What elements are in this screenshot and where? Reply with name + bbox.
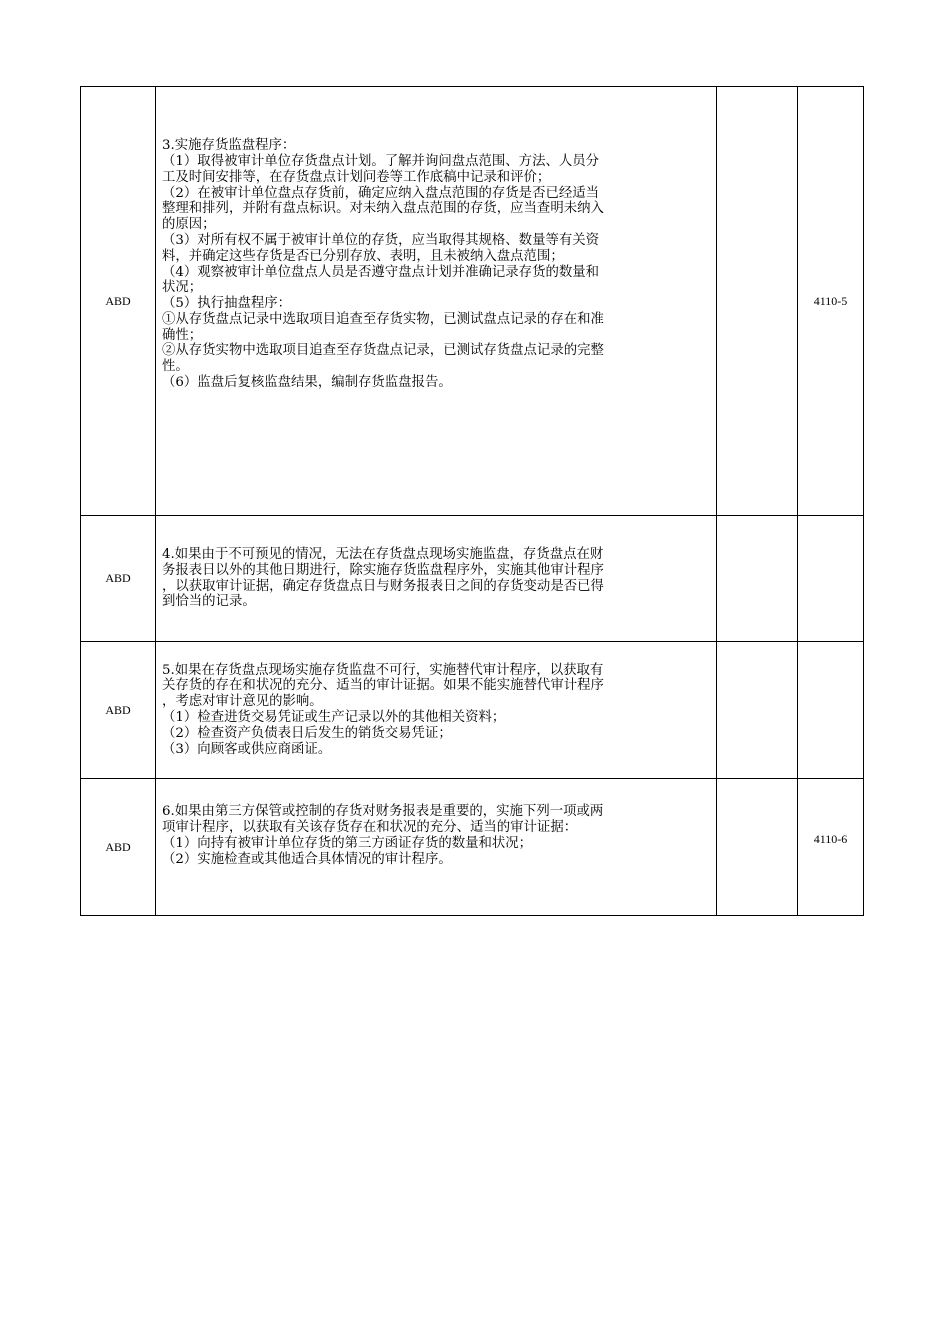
procedure-line: （2）实施检查或其他适合具体情况的审计程序。 xyxy=(162,851,452,867)
procedure-line: 务报表日以外的其他日期进行，除实施存货监盘程序外，实施其他审计程序 xyxy=(162,562,604,578)
procedure-line: 状况； xyxy=(162,280,203,296)
assertion-cell: ABD xyxy=(81,779,156,916)
procedure-line: 的原因； xyxy=(162,217,216,233)
procedure-line: （3）向顾客或供应商函证。 xyxy=(162,741,332,757)
empty-cell xyxy=(717,516,798,642)
workpaper-ref-cell xyxy=(798,516,864,642)
procedure-line: （3）对所有权不属于被审计单位的存货，应当取得其规格、数量等有关资 xyxy=(162,232,600,248)
procedure-line: 4.如果由于不可预见的情况，无法在存货盘点现场实施监盘，存货盘点在财 xyxy=(162,546,604,562)
procedure-line: 确性； xyxy=(162,327,203,343)
procedure-line: （1）取得被审计单位存货盘点计划。了解并询问盘点范围、方法、人员分 xyxy=(162,153,600,169)
procedure-line: （5）执行抽盘程序： xyxy=(162,296,292,312)
workpaper-ref-cell: 4110-5 xyxy=(798,87,864,516)
procedure-line: 料，并确定这些存货是否已分别存放、表明，且未被纳入盘点范围； xyxy=(162,248,564,264)
table-row xyxy=(81,642,864,779)
procedure-line: （1）检查进货交易凭证或生产记录以外的其他相关资料； xyxy=(162,710,506,725)
assertion-cell: ABD xyxy=(81,87,156,516)
procedure-line: 6.如果由第三方保管或控制的存货对财务报表是重要的，实施下列一项或两 xyxy=(162,804,604,820)
table-row xyxy=(81,779,864,916)
procedure-line: （1）向持有被审计单位存货的第三方函证存货的数量和状况； xyxy=(162,836,533,851)
procedure-line: （2）在被审计单位盘点存货前，确定应纳入盘点范围的存货是否已经适当 xyxy=(162,185,600,201)
procedure-line: 工及时间安排等，在存货盘点计划问卷等工作底稿中记录和评价； xyxy=(162,169,551,185)
empty-cell xyxy=(717,642,798,779)
procedure-cell xyxy=(156,516,717,642)
procedure-line: ，考虑对审计意见的影响。 xyxy=(162,694,323,710)
empty-cell xyxy=(717,87,798,516)
procedure-line: 关存货的存在和状况的充分、适当的审计证据。如果不能实施替代审计程序 xyxy=(162,678,604,694)
procedure-cell xyxy=(156,87,717,516)
audit-procedures-table xyxy=(80,86,864,916)
workpaper-ref-cell: 4110-6 xyxy=(798,779,864,916)
table-row xyxy=(81,87,864,516)
procedure-line: ②从存货实物中选取项目追查至存货盘点记录，已测试存货盘点记录的完整 xyxy=(162,343,604,359)
procedure-line: 5.如果在存货盘点现场实施存货监盘不可行，实施替代审计程序，以获取有 xyxy=(162,662,604,678)
table-row xyxy=(81,516,864,642)
procedure-line: 3.实施存货监盘程序： xyxy=(162,138,296,154)
procedure-line: 到恰当的记录。 xyxy=(162,594,256,610)
procedure-line: （6）监盘后复核监盘结果，编制存货监盘报告。 xyxy=(162,375,452,391)
workpaper-ref-cell xyxy=(798,642,864,779)
procedure-cell xyxy=(156,642,717,779)
procedure-line: 性。 xyxy=(162,359,189,375)
procedure-line: 项审计程序，以获取有关该存货存在和状况的充分、适当的审计证据： xyxy=(162,820,578,836)
procedure-cell xyxy=(156,779,717,916)
procedure-line: （4）观察被审计单位盘点人员是否遵守盘点计划并准确记录存货的数量和 xyxy=(162,264,600,280)
empty-cell xyxy=(717,779,798,916)
procedure-line: ①从存货盘点记录中选取项目追查至存货实物，已测试盘点记录的存在和准 xyxy=(162,311,604,327)
procedure-line: ，以获取审计证据，确定存货盘点日与财务报表日之间的存货变动是否已得 xyxy=(162,578,604,594)
assertion-cell: ABD xyxy=(81,516,156,642)
procedure-line: （2）检查资产负债表日后发生的销货交易凭证； xyxy=(162,725,452,741)
assertion-cell: ABD xyxy=(81,642,156,779)
procedure-line: 整理和排列，并附有盘点标识。对未纳入盘点范围的存货，应当查明未纳入 xyxy=(162,201,604,217)
